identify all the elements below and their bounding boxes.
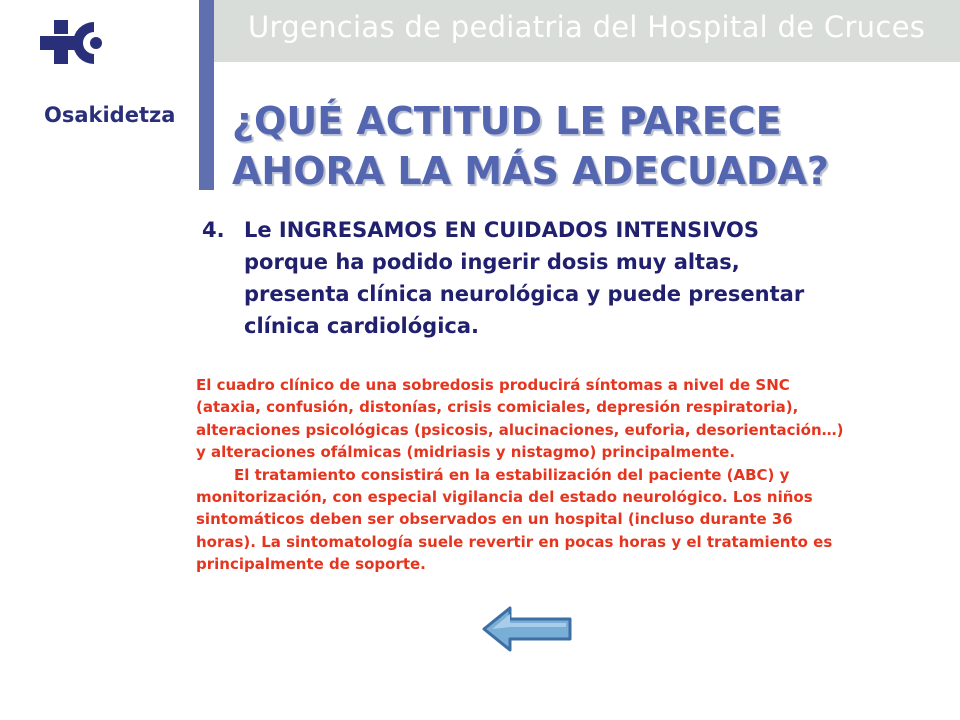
header-title: Urgencias de pediatria del Hospital de Cruces bbox=[248, 10, 926, 44]
explanation-line: y alteraciones ofálmicas (midriasis y nistagmo) principalmente. bbox=[196, 443, 736, 462]
option-line: presenta clínica neurológica y puede presentar bbox=[244, 282, 805, 306]
explanation-line: (ataxia, confusión, distonías, crisis comiciales, depresión respiratoria), bbox=[196, 398, 799, 417]
option-line: Le INGRESAMOS EN CUIDADOS INTENSIVOS bbox=[244, 218, 759, 242]
option-number: 4. bbox=[202, 218, 225, 242]
explanation-line: horas). La sintomatología suele revertir en pocas horas y el tratamiento es bbox=[196, 532, 833, 551]
explanation-line: sintomáticos deben ser observados en un hospital (incluso durante 36 bbox=[196, 510, 793, 529]
title-line: ¿QUÉ ACTITUD LE PARECE bbox=[232, 99, 782, 143]
header-accent-bar bbox=[199, 0, 214, 190]
explanation-line: El tratamiento consistirá en la estabilización del paciente (ABC) y bbox=[234, 465, 790, 484]
answer-option bbox=[202, 214, 902, 342]
explanation-line: El cuadro clínico de una sobredosis producirá síntomas a nivel de SNC bbox=[196, 376, 790, 394]
explanation-line: principalmente de soporte. bbox=[196, 555, 426, 574]
explanation-line: alteraciones psicológicas (psicosis, alucinaciones, euforia, desorientación…) bbox=[196, 420, 844, 439]
osakidetza-logo-icon bbox=[40, 20, 120, 96]
title-line: AHORA LA MÁS ADECUADA? bbox=[232, 149, 829, 193]
option-line: clínica cardiológica. bbox=[244, 314, 480, 338]
option-line: porque ha podido ingerir dosis muy altas, bbox=[244, 250, 740, 274]
logo-text: Osakidetza bbox=[44, 103, 176, 127]
explanation-text bbox=[196, 374, 931, 576]
back-arrow-icon[interactable] bbox=[482, 605, 574, 657]
explanation-line: monitorización, con especial vigilancia del estado neurológico. Los niños bbox=[196, 488, 813, 507]
page-title bbox=[232, 96, 942, 196]
